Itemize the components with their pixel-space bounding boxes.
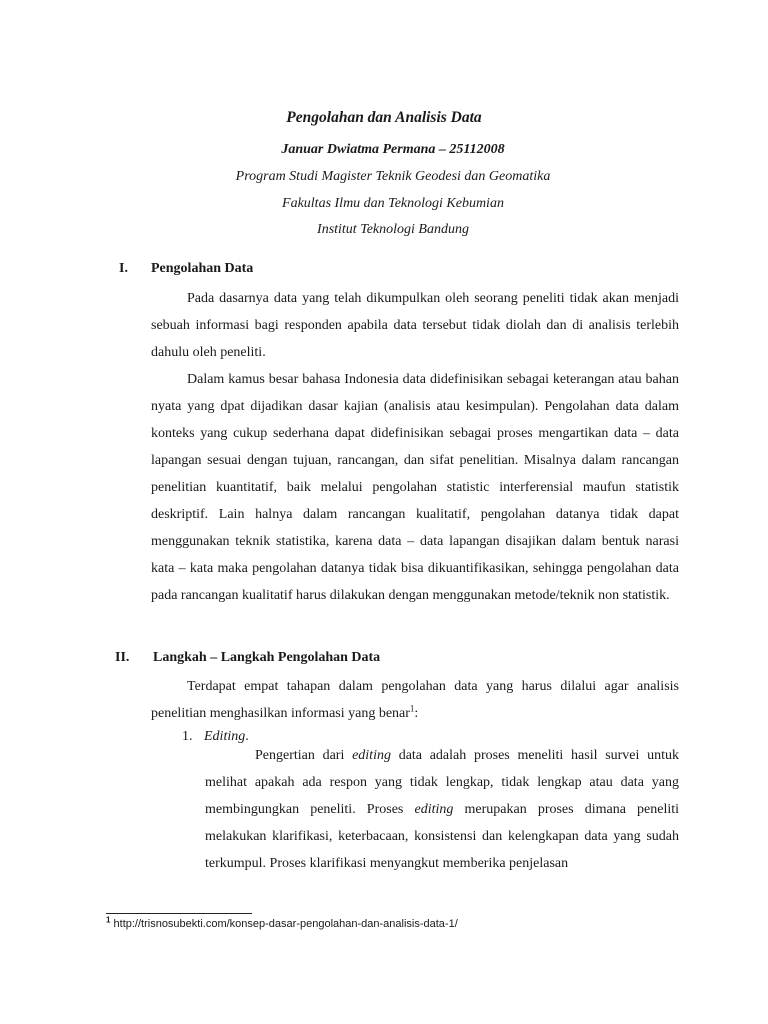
list-item-editing-header: 1. Editing. bbox=[182, 729, 249, 744]
list-item-editing-text: Pengertian dari editing data adalah proses meneliti hasil survei untuk melihat apakah ada respon yang tidak lengkap, tidak lengkap atau data yang membingungkan peneliti. Proses editing merupakan proses dimana peneliti melakukan klarifikasi, keterbacaan, konsistensi dan kelengkapan data yang sudah terkumpul. Proses klarifikasi menyangkut memberika penjelasan bbox=[205, 748, 680, 871]
section-1-paragraph-1: Pada dasarnya data yang telah dikumpulkan oleh seorang peneliti tidak akan menjadi sebuah informasi bagi responden apabila data tersebut tidak diolah dan di analisis terlebih dahulu oleh peneliti. bbox=[151, 291, 679, 360]
section-1-paragraph-2: Dalam kamus besar bahasa Indonesia data didefinisikan sebagai keterangan atau bahan nyata yang dpat dijadikan dasar kajian (analisis atau kesimpulan). Pengolahan data dalam konteks yang cukup sederhana dapat didefinisikan sebagai proses mengartikan data – data lapangan sesuai dengan tujuan, rancangan, dan sifat penelitian. Misalnya dalam rancangan penelitian kuantitatif, baik melalui pengolahan statistic interferensial maufun statistik deskriptif. Lain halnya dalam rancangan kualitatif, pengolahan datanya tidak dapat menggunakan teknik statistika, karena data – data lapangan disajikan dalam bentuk narasi kata – kata maka pengolahan datanya tidak bisa dikuantifikasikan, sehingga pengolahan data pada rancangan kualitatif harus dilakukan dengan menggunakan metode/teknik non statistik. bbox=[151, 372, 679, 603]
affiliation-program: Program Studi Magister Teknik Geodesi dan Geomatika bbox=[235, 169, 551, 184]
list-item-number: 1. bbox=[182, 729, 193, 744]
footnote-link[interactable]: http://trisnosubekti.com/konsep-dasar-pengolahan-dan-analisis-data-1/ bbox=[113, 918, 458, 930]
list-item-label: Editing bbox=[204, 729, 246, 744]
document-title: Pengolahan dan Analisis Data bbox=[286, 109, 482, 126]
section-1-title: Pengolahan Data bbox=[151, 261, 254, 276]
section-2-title: Langkah – Langkah Pengolahan Data bbox=[153, 650, 381, 665]
author-line: Januar Dwiatma Permana – 25112008 bbox=[281, 142, 505, 157]
section-2-intro: Terdapat empat tahapan dalam pengolahan data yang harus dilalui agar analisis penelitian menghasilkan informasi yang benar$^1$: bbox=[151, 679, 679, 721]
section-1-number: I. bbox=[119, 261, 128, 276]
footnote-separator bbox=[106, 913, 252, 914]
affiliation-faculty: Fakultas Ilmu dan Teknologi Kebumian bbox=[282, 196, 504, 211]
footnote-reference[interactable]: 1 bbox=[409, 703, 415, 714]
footnote bbox=[106, 915, 458, 930]
section-2-number: II. bbox=[115, 650, 130, 665]
footnote-mark: 1 bbox=[106, 915, 111, 925]
affiliation-institute: Institut Teknologi Bandung bbox=[317, 222, 469, 237]
